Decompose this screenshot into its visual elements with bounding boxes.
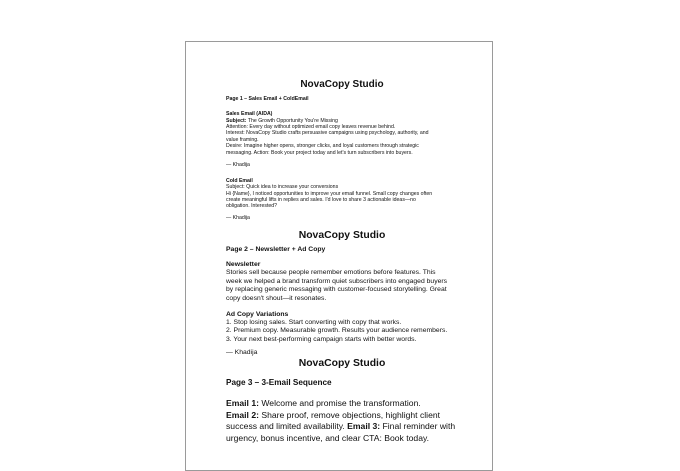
newsletter-line: Stories sell because people remember emotions before features. This — [226, 269, 436, 277]
email-1-text: Welcome and promise the transformation. — [258, 398, 421, 409]
page-3-heading: Page 3 – 3-Email Sequence — [226, 378, 332, 388]
brand-title: NovaCopy Studio — [298, 358, 386, 370]
email-3-label: Email 3: — [347, 421, 381, 432]
email-3-text: Final reminder with urgency, bonus incentive, and clear CTA: Book today. — [226, 421, 456, 443]
cold-email-line: obligation. Interested? — [226, 203, 278, 210]
signature: — Khadija — [226, 349, 258, 357]
ad-copy-line: 2. Premium copy. Measurable growth. Results your audience remembers. — [226, 327, 448, 335]
ad-copy-block — [226, 311, 458, 357]
email-2-label: Email 2: — [226, 409, 259, 420]
ad-copy-title: Ad Copy Variations — [226, 311, 289, 319]
newsletter-block — [226, 261, 458, 303]
sales-email-line: value framing. — [226, 136, 259, 143]
newsletter-line: copy doesn't shout—it resonates. — [226, 294, 327, 302]
sales-email-title: Sales Email (AIDA) — [226, 111, 273, 117]
document-content — [226, 78, 458, 444]
sales-email-line: messaging. Action: Book your project today and let's turn subscribers into buyers. — [226, 149, 413, 156]
sales-email-line: Desire: Imagine higher opens, stronger clicks, and loyal customers through strategic — [226, 143, 419, 150]
subject-label: Subject: — [226, 117, 247, 124]
sales-email-block — [226, 111, 458, 169]
subject-text: The Growth Opportunity You're Missing — [246, 117, 338, 124]
ad-copy-line: 1. Stop losing sales. Start converting with copy that works. — [226, 319, 402, 327]
ad-copy-line: 3. Your next best-performing campaign starts with better words. — [226, 335, 417, 343]
email-2-text: Share proof, remove objections, highlight client success and limited availability. — [226, 409, 441, 432]
email-1-label: Email 1: — [226, 398, 259, 409]
page-2-heading: Page 2 – Newsletter + Ad Copy — [226, 246, 326, 254]
page-1-heading: Page 1 – Sales Email + ColdEmail — [226, 96, 309, 102]
cold-email-line: create meaningful lifts in replies and sales. I'd love to share 3 actionable ideas—no — [226, 197, 416, 204]
cold-email-line: Hi {Name}, I noticed opportunities to improve your email funnel. Small copy changes often — [226, 190, 433, 197]
email-sequence-paragraph — [226, 398, 458, 444]
brand-title: NovaCopy Studio — [300, 79, 384, 90]
newsletter-line: week we helped a brand transform quiet subscribers into engaged buyers — [226, 277, 448, 285]
document-page — [185, 41, 493, 471]
brand-title: NovaCopy Studio — [298, 230, 386, 242]
section-page-1 — [226, 78, 458, 221]
section-page-3 — [226, 357, 458, 444]
newsletter-title: Newsletter — [226, 261, 261, 269]
signature: — Khadija — [226, 162, 250, 169]
cold-email-title: Cold Email — [226, 177, 253, 184]
sales-email-line: Interest: NovaCopy Studio crafts persuasive campaigns using psychology, authority, and — [226, 130, 429, 137]
signature: — Khadija — [226, 214, 250, 221]
cold-email-line: Subject: Quick idea to increase your conversions — [226, 184, 339, 191]
sales-email-line: Attention: Every day without optimized email copy leaves revenue behind. — [226, 124, 396, 130]
section-page-2 — [226, 229, 458, 357]
newsletter-line: by replacing generic messaging with customer-focused storytelling. Great — [226, 286, 447, 294]
cold-email-block — [226, 178, 458, 222]
